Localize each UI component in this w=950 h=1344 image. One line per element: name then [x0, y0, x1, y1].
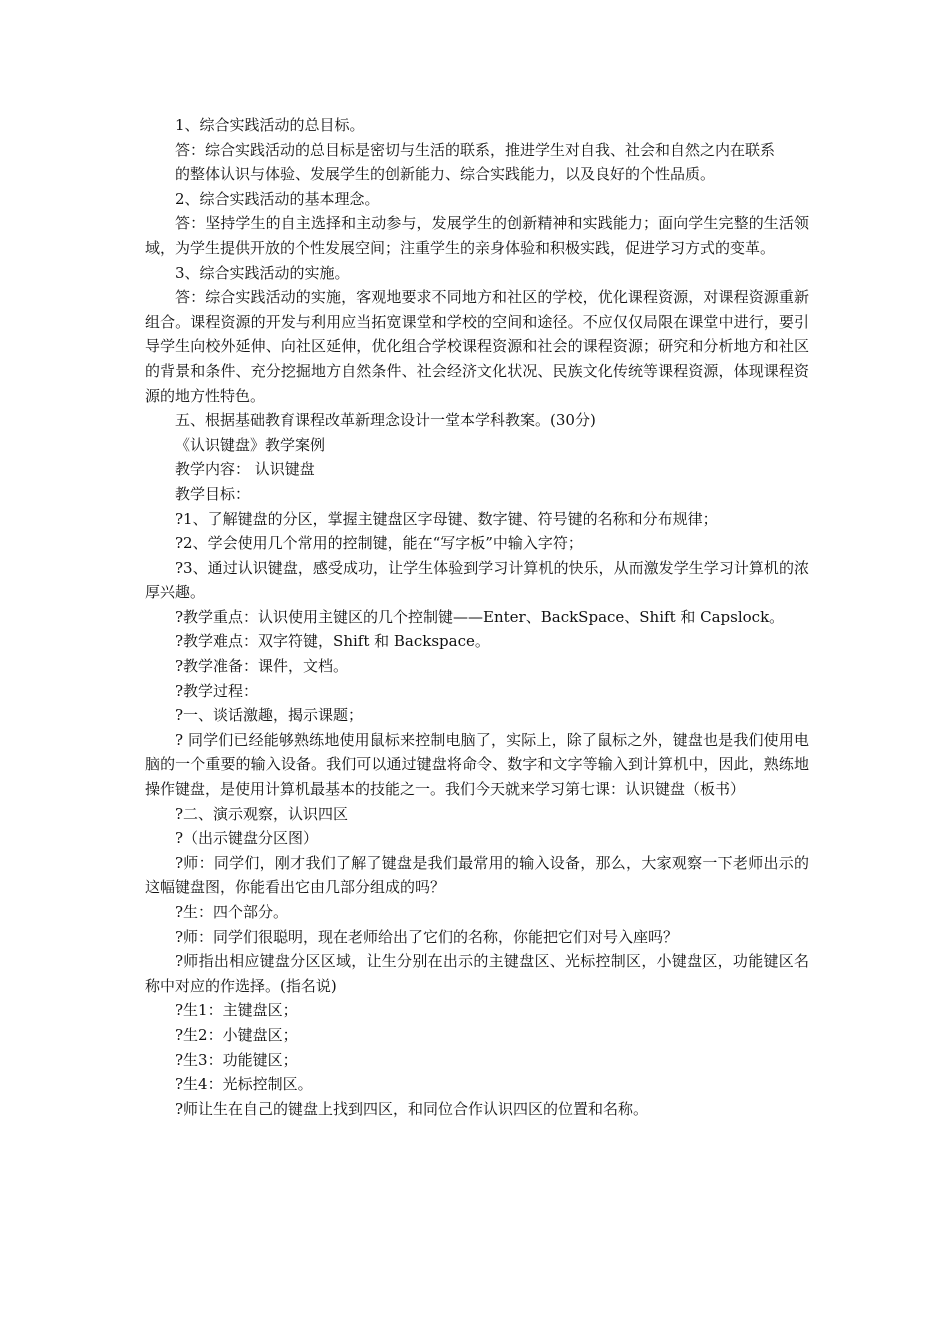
paragraph: ?师：同学们很聪明，现在老师给出了它们的名称，你能把它们对号入座吗？ [175, 927, 679, 946]
paragraph: ? 同学们已经能够熟练地使用鼠标来控制电脑了，实际上，除了鼠标之外，键盘也是我们使用电脑的一个重要的输入设备。我们可以通过键盘将命令、数字和文字等输入到计算机中，因此，熟练地操作键盘，是使用计算机最基本的技能之一。我们今天就来学习第七课：认识键盘（板书） [145, 730, 809, 799]
paragraph: ?1、了解键盘的分区，掌握主键盘区字母键、数字键、符号键的名称和分布规律； [175, 509, 718, 528]
paragraph: 教学目标： [175, 484, 251, 503]
paragraph: ?生4：光标控制区。 [175, 1075, 313, 1094]
paragraph: ?一、谈话激趣，揭示课题； [175, 706, 364, 725]
paragraph: ?生：四个部分。 [175, 903, 289, 921]
paragraph: 的整体认识与体验、发展学生的创新能力、综合实践能力，以及良好的个性品质。 [175, 165, 716, 184]
paragraph: ?师：同学们，刚才我们了解了键盘是我们最常用的输入设备，那么，大家观察一下老师出示的这幅键盘图，你能看出它由几部分组成的吗？ [145, 853, 809, 897]
paragraph: ?教学准备：课件，文档。 [175, 657, 349, 676]
paragraph: ?师指出相应键盘分区区域，让生分别在出示的主键盘区、光标控制区，小键盘区，功能键区名称中对应的作选择。(指名说) [145, 952, 809, 995]
document-body [145, 113, 809, 1121]
section-heading: 五、根据基础教育课程改革新理念设计一堂本学科教案。(30分) [175, 411, 596, 430]
paragraph: ?（出示键盘分区图） [175, 829, 319, 848]
paragraph: 答：综合实践活动的总目标是密切与生活的联系，推进学生对自我、社会和自然之内在联系 [175, 140, 776, 159]
paragraph: ?二、演示观察，认识四区 [175, 804, 349, 823]
paragraph: ?生1：主键盘区； [175, 1001, 298, 1020]
paragraph: ?生3：功能键区； [175, 1050, 298, 1069]
paragraph: ?教学难点：双字符键，Shift 和 Backspace。 [175, 632, 490, 651]
paragraph: 答：坚持学生的自主选择和主动参与，发展学生的创新精神和实践能力；面向学生完整的生活领域，为学生提供开放的个性发展空间；注重学生的亲身体验和积极实践，促进学习方式的变革。 [145, 214, 809, 257]
lesson-title: 《认识键盘》教学案例 [175, 435, 326, 454]
paragraph: ?师让生在自己的键盘上找到四区，和同位合作认识四区的位置和名称。 [175, 1099, 649, 1118]
paragraph: ?教学重点：认识使用主键区的几个控制键——Enter、BackSpace、Shift 和 Capslock。 [175, 607, 785, 626]
paragraph: 答：综合实践活动的实施，客观地要求不同地方和社区的学校，优化课程资源，对课程资源重新组合。课程资源的开发与利用应当拓宽课堂和学校的空间和途径。不应仅仅局限在课堂中进行，要引导学生向校外延伸、向社区延伸，优化组合学校课程资源和社会的课程资源；研究和分析地方和社区的背景和条件、充分挖掘地方自然条件、社会经济文化状况、民族文化传统等课程资源，体现课程资源的地方性特色。 [145, 288, 809, 405]
paragraph: ?教学过程： [175, 681, 259, 700]
paragraph: 1、综合实践活动的总目标。 [175, 116, 365, 134]
paragraph: 3、综合实践活动的实施。 [175, 263, 350, 282]
paragraph: ?3、通过认识键盘，感受成功，让学生体验到学习计算机的快乐，从而激发学生学习计算机的浓厚兴趣。 [145, 558, 809, 602]
paragraph: 2、综合实践活动的基本理念。 [175, 189, 380, 208]
paragraph: ?生2：小键盘区； [175, 1025, 298, 1044]
paragraph: ?2、学会使用几个常用的控制键，能在“写字板”中输入字符； [175, 534, 583, 553]
paragraph: 教学内容： 认识键盘 [175, 460, 315, 479]
